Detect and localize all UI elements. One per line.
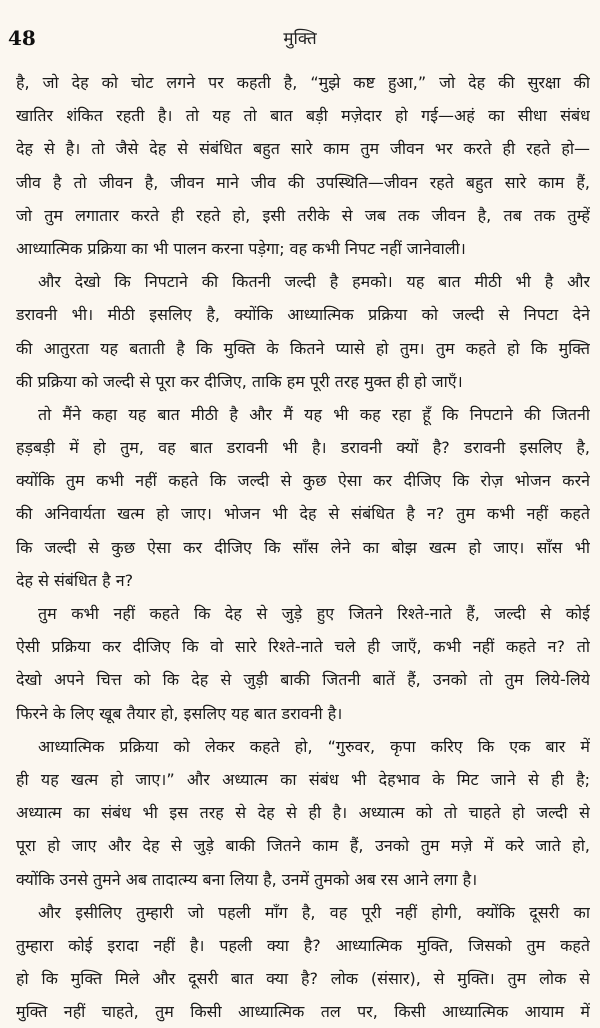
text-line: क्योंकि तुम कभी नहीं कहते कि जल्दी से कुछ ऐसा कर दीजिए कि रोज़ भोजन करने [16, 471, 590, 491]
running-head: मुक्ति [283, 29, 317, 49]
text-line: और इसीलिए तुम्हारी जो पहली माँग है, वह पूरी नहीं होगी, क्योंकि दूसरी का [38, 902, 590, 922]
text-line: अध्यात्म का संबंध भी इस तरह से देह से ही है। अध्यात्म को तो चाहते हो जल्दी से [16, 803, 590, 823]
text-line: देह से है। तो जैसे देह से संबंधित बहुत सारे काम तुम जीवन भर करते ही रहते हो— [16, 139, 590, 159]
text-line: आध्यात्मिक प्रक्रिया का भी पालन करना पड़ेगा; वह कभी निपट नहीं जानेवाली। [16, 238, 466, 258]
text-line: कि जल्दी से कुछ ऐसा कर दीजिए कि साँस लेने का बोझ खत्म हो जाए। साँस भी [16, 537, 590, 557]
text-line: पूरा हो जाए और देह से जुड़े बाकी जितने काम हैं, उनको तुम मज़े में करे जाते हो, [16, 836, 590, 856]
text-line: खातिर शंकित रहती है। तो यह तो बात बड़ी मज़ेदार हो गई—अहं का सीधा संबंध [16, 106, 590, 126]
text-line: तो मैंने कहा यह बात मीठी है और मैं यह भी कह रहा हूँ कि निपटाने की जितनी [38, 404, 590, 424]
text-line: देखो अपने चित्त को कि देह से जुड़ी बाकी जितनी बातें हैं, उनको तो तुम लिये-लिये [16, 670, 590, 690]
text-line: हड़बड़ी में हो तुम, वह बात डरावनी भी है। डरावनी क्यों है? डरावनी इसलिए है, [16, 438, 590, 458]
body-text [16, 66, 590, 1028]
text-line: की प्रक्रिया को जल्दी से पूरा कर दीजिए, ताकि हम पूरी तरह मुक्त ही हो जाएँ। [16, 371, 463, 391]
page-header [0, 0, 600, 60]
text-line: तुम्हारा कोई इरादा नहीं है। पहली क्या है? आध्यात्मिक मुक्ति, जिसको तुम कहते [16, 935, 590, 955]
text-line: की आतुरता यह बताती है कि मुक्ति के कितने प्यासे हो तुम। तुम कहते हो कि मुक्ति [16, 338, 590, 358]
text-line: देह से संबंधित है न? [16, 570, 134, 590]
text-line: ही यह खत्म हो जाए।” और अध्यात्म का संबंध भी देहभाव के मिट जाने से ही है; [16, 769, 590, 789]
text-line: की अनिवार्यता खत्म हो जाए। भोजन भी देह से संबंधित है न? तुम कभी नहीं कहते [16, 504, 590, 524]
text-line: मुक्ति नहीं चाहते, तुम किसी आध्यात्मिक तल पर, किसी आध्यात्मिक आयाम में [16, 1002, 590, 1022]
text-line: डरावनी भी। मीठी इसलिए है, क्योंकि आध्यात्मिक प्रक्रिया को जल्दी से निपटा देने [16, 305, 590, 325]
text-line: फिरने के लिए खूब तैयार हो, इसलिए यह बात डरावनी है। [16, 703, 343, 723]
text-line: जीव है तो जीवन है, जीवन माने जीव की उपस्थिति—जीवन रहते बहुत सारे काम हैं, [16, 172, 590, 192]
text-line: जो तुम लगातार करते ही रहते हो, इसी तरीके से जब तक जीवन है, तब तक तुम्हें [16, 205, 590, 225]
text-line: हो कि मुक्ति मिले और दूसरी बात क्या है? लोक (संसार), से मुक्ति। तुम लोक से [16, 969, 590, 989]
text-line: है, जो देह को चोट लगने पर कहती है, “मुझे कष्ट हुआ,” जो देह की सुरक्षा की [16, 73, 590, 92]
text-line: ऐसी प्रक्रिया कर दीजिए कि वो सारे रिश्ते-नाते चले ही जाएँ, कभी नहीं कहते न? तो [16, 637, 590, 657]
text-line: तुम कभी नहीं कहते कि देह से जुड़े हुए जितने रिश्ते-नाते हैं, जल्दी से कोई [38, 604, 590, 623]
text-line: क्योंकि उनसे तुमने अब तादात्म्य बना लिया है, उनमें तुमको अब रस आने लगा है। [16, 869, 478, 889]
text-line: और देखो कि निपटाने की कितनी जल्दी है हमको। यह बात मीठी भी है और [38, 272, 590, 292]
page-number: 48 [8, 26, 36, 50]
text-line: आध्यात्मिक प्रक्रिया को लेकर कहते हो, “गुरुवर, कृपा करिए कि एक बार में [38, 736, 590, 756]
